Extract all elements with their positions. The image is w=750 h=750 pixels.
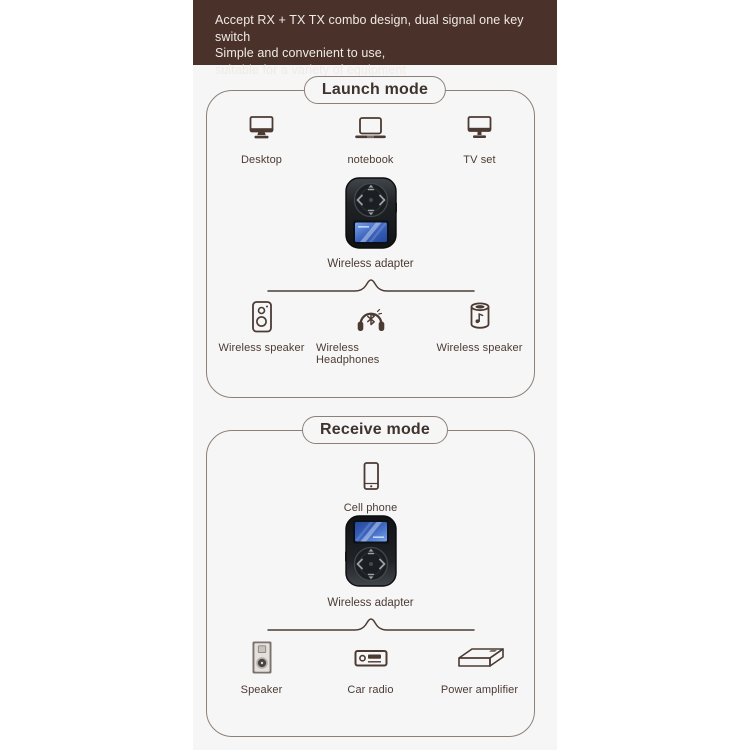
- launch-source-desktop: [207, 115, 316, 166]
- receive-source-label: Cell phone: [343, 502, 398, 514]
- launch-adapter-label: Wireless adapter: [327, 258, 414, 270]
- receive-mode-panel: [206, 430, 535, 737]
- adapter-image-buttons-up: [345, 177, 397, 249]
- launch-source-label: TV set: [463, 154, 496, 166]
- receive-adapter-label: Wireless adapter: [327, 597, 414, 609]
- car-radio-icon: [351, 639, 391, 677]
- launch-source-notebook: [316, 115, 425, 166]
- launch-target-speaker-left: [207, 299, 316, 366]
- header-line-1: Accept RX + TX TX combo design, dual signal one key switch: [215, 13, 524, 44]
- wireless-adapter-device: [345, 515, 397, 592]
- receive-target-car-radio: [316, 639, 425, 696]
- launch-source-label: Desktop: [240, 154, 283, 166]
- product-infographic: [193, 0, 557, 750]
- cell-phone-icon: [353, 461, 389, 495]
- cylinder-speaker-icon: [462, 299, 498, 335]
- adapter-image-screen-up: [345, 515, 397, 587]
- power-amplifier-icon: [452, 639, 508, 677]
- distribution-brace: [266, 616, 476, 632]
- launch-target-label: Wireless speaker: [436, 342, 523, 354]
- wireless-adapter-device: [345, 177, 397, 254]
- receive-source-row: [207, 461, 534, 514]
- launch-sources-row: [207, 115, 534, 166]
- receive-targets-row: [207, 639, 534, 696]
- launch-source-label: notebook: [347, 154, 394, 166]
- receive-target-amplifier: [425, 639, 534, 696]
- launch-target-speaker-right: [425, 299, 534, 366]
- desktop-icon: [243, 115, 280, 147]
- launch-mode-title: Launch mode: [304, 76, 446, 104]
- receive-target-speaker: [207, 639, 316, 696]
- tv-icon: [461, 115, 498, 147]
- bluetooth-headphones-icon: [351, 299, 391, 335]
- receive-target-label: Car radio: [347, 684, 394, 696]
- receive-mode-title: Receive mode: [302, 416, 448, 444]
- launch-targets-row: [207, 299, 534, 366]
- studio-speaker-icon: [244, 639, 280, 677]
- header-line-2: Simple and convenient to use,: [215, 46, 386, 60]
- header-line-3: suitable for a variety of equipment: [215, 62, 407, 77]
- bookshelf-speaker-icon: [244, 299, 280, 335]
- launch-target-label: Wireless speaker: [218, 342, 305, 354]
- receive-target-label: Power amplifier: [440, 684, 519, 696]
- launch-target-headphones: [316, 299, 425, 366]
- header-banner: [193, 0, 557, 77]
- launch-source-tv: [425, 115, 534, 166]
- distribution-brace: [266, 277, 476, 293]
- notebook-icon: [352, 115, 389, 147]
- receive-source-cellphone: [207, 461, 534, 514]
- launch-mode-panel: [206, 90, 535, 398]
- receive-target-label: Speaker: [240, 684, 283, 696]
- launch-target-label: Wireless Headphones: [316, 342, 380, 366]
